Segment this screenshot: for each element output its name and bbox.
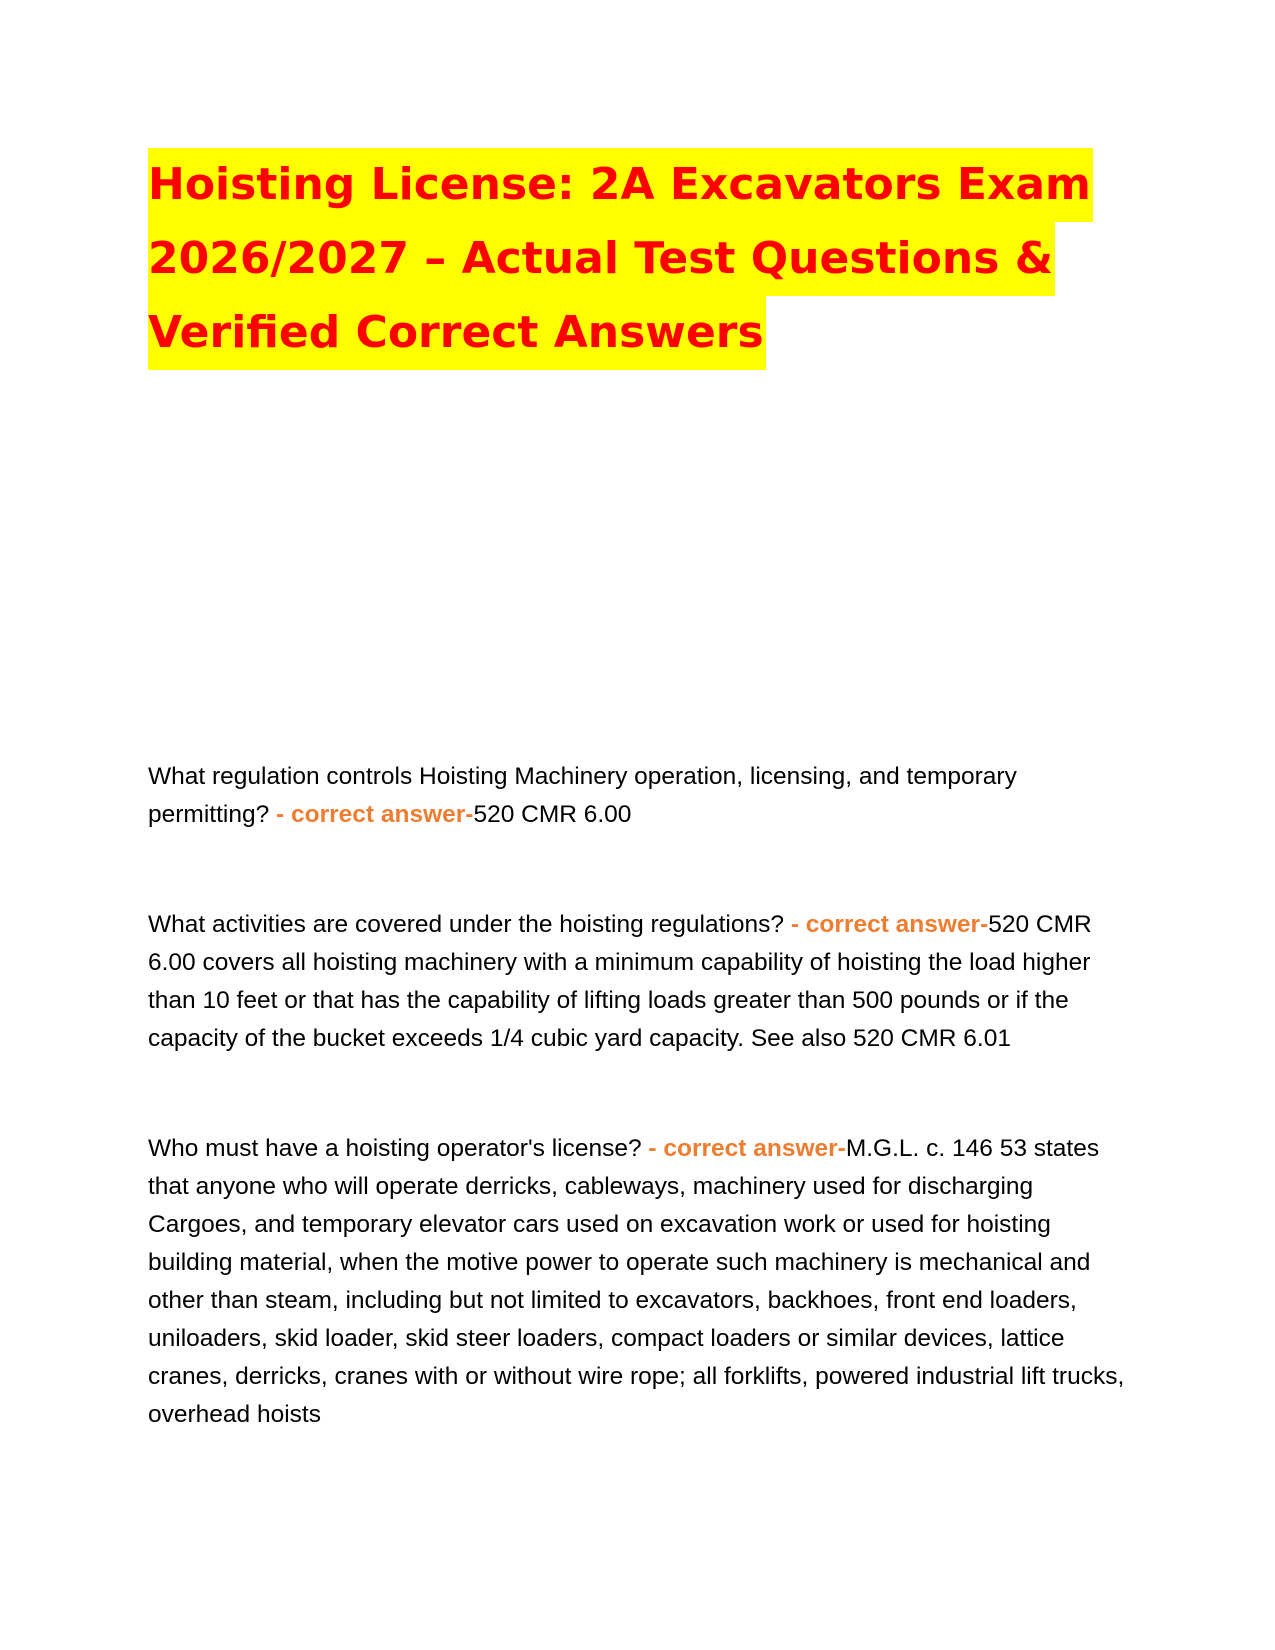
answer-text: M.G.L. c. 146 53 states that anyone who will operate derricks, cableways, machinery used for discharging Cargoes, and temporary elevator cars used on excavation work or used for hoisting building material, when the motive power to operate such machinery is mechanical and other than steam, including but not limited to excavators, backhoes, front end loaders, uniloaders, skid loader, skid steer loaders, compact loaders or similar devices, lattice cranes, derricks, cranes with or without wire rope; all forklifts, powered industrial lift trucks, overhead hoists (148, 1135, 1125, 1428)
title-line-3: Verified Correct Answers (148, 296, 766, 370)
correct-answer-marker: - correct answer- (648, 1135, 846, 1162)
question-text: What regulation controls Hoisting Machinery operation, licensing, and temporary permitting? (148, 763, 1017, 828)
title-line-2: 2026/2027 – Actual Test Questions & (148, 222, 1055, 296)
correct-answer-marker: - correct answer- (276, 801, 474, 828)
document-title (148, 148, 1108, 370)
qa-item-2 (148, 906, 1138, 1058)
question-text: Who must have a hoisting operator's license? (148, 1135, 649, 1162)
question-text: What activities are covered under the hoisting regulations? (148, 911, 791, 938)
qa-list (148, 758, 1138, 1434)
qa-item-3 (148, 1130, 1138, 1434)
correct-answer-marker: - correct answer- (790, 911, 989, 938)
answer-text: 520 CMR 6.00 (473, 801, 632, 828)
title-line-1: Hoisting License: 2A Excavators Exam (148, 148, 1093, 222)
qa-item-1 (148, 758, 1138, 834)
answer-text: 520 CMR 6.00 covers all hoisting machinery with a minimum capability of hoisting the load higher than 10 feet or that has the capability of lifting loads greater than 500 pounds or if the capacity of the bucket exceeds 1/4 cubic yard capacity. See also 520 CMR 6.01 (148, 911, 1092, 1052)
